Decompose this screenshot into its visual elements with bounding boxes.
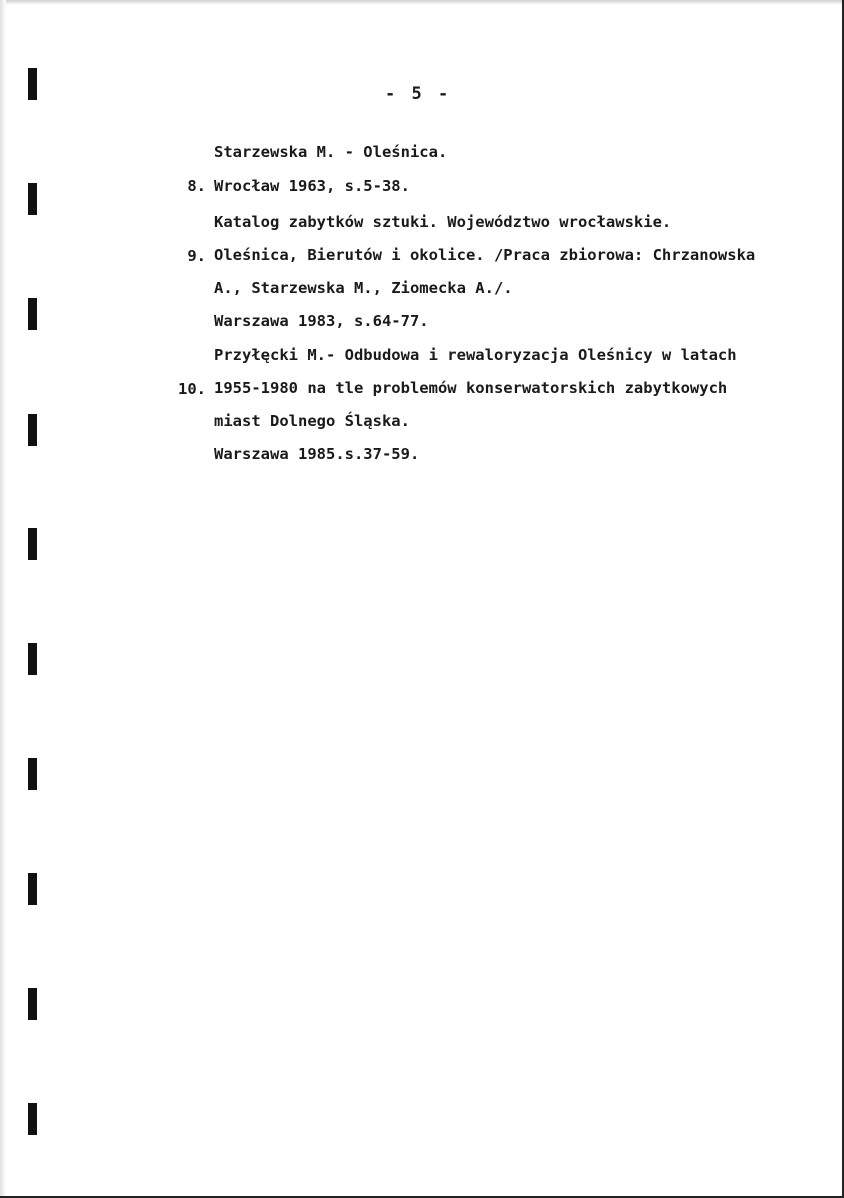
entry-line: Katalog zabytków sztuki. Województwo wrocławskie. bbox=[214, 213, 672, 231]
entry-line: 1955-1980 na tle problemów konserwatorskich zabytkowych bbox=[214, 379, 728, 397]
binding-mark bbox=[28, 758, 37, 790]
entry-line: A., Starzewska M., Ziomecka A./. bbox=[214, 279, 513, 297]
entry-line: miast Dolnego Śląska. bbox=[214, 412, 410, 430]
bibliography-entry bbox=[0, 338, 737, 576]
entry-line: Przyłęcki M.- Odbudowa i rewaloryzacja Oleśnicy w latach bbox=[214, 346, 737, 364]
entry-line: Warszawa 1985.s.37-59. bbox=[214, 445, 420, 463]
binding-mark bbox=[28, 988, 37, 1020]
entry-line: Starzewska M. - Oleśnica. bbox=[214, 143, 448, 161]
binding-mark bbox=[28, 643, 37, 675]
entry-number: 9. bbox=[187, 247, 206, 265]
page-top-edge bbox=[0, 0, 842, 5]
binding-mark bbox=[28, 68, 37, 100]
entry-line: Oleśnica, Bierutów i okolice. /Praca zbiorowa: Chrzanowska bbox=[214, 246, 756, 264]
entry-line: Warszawa 1983, s.64-77. bbox=[214, 312, 429, 330]
entry-number: 10. bbox=[178, 380, 206, 398]
binding-mark bbox=[28, 873, 37, 905]
entry-line: Wrocław 1963, s.5-38. bbox=[214, 177, 410, 195]
page-number: - 5 - bbox=[385, 84, 452, 104]
entry-number: 8. bbox=[187, 177, 206, 195]
binding-mark bbox=[28, 1103, 37, 1135]
